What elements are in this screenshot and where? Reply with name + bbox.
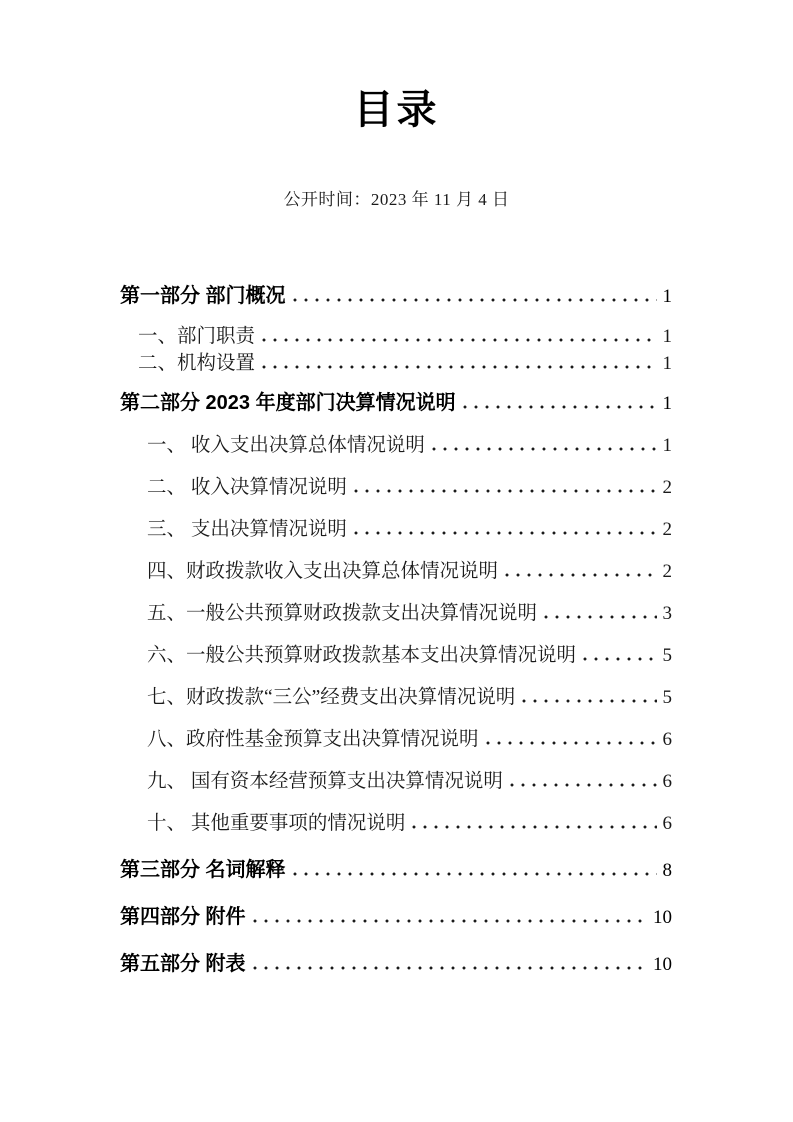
toc-entry-part1[interactable] (120, 283, 672, 310)
dot-leader (293, 298, 657, 302)
dot-leader (262, 338, 656, 342)
toc-entry-label: 第五部分 附表 (120, 953, 246, 975)
toc-entry-page: 10 (653, 907, 672, 928)
toc-entry-label: 七、财政拨款“三公”经费支出决算情况说明 (147, 687, 516, 708)
toc-entry-page: 5 (662, 687, 672, 708)
toc-entry-page: 2 (662, 561, 672, 582)
toc-entry-page: 6 (662, 729, 672, 750)
dot-leader (510, 783, 657, 787)
dot-leader (544, 615, 656, 619)
toc-entry-page: 1 (662, 435, 672, 456)
toc-entry-page: 1 (662, 353, 672, 374)
toc-entry[interactable] (120, 810, 672, 837)
toc-entry[interactable] (120, 726, 672, 753)
toc-entry-part4[interactable] (120, 904, 672, 931)
toc-entry-page: 1 (662, 286, 672, 307)
toc-entry[interactable] (120, 350, 672, 377)
toc-entry-label: 二、 收入决算情况说明 (147, 477, 347, 498)
toc-entry[interactable] (120, 684, 672, 711)
dot-leader (463, 405, 657, 409)
toc-entry[interactable] (120, 323, 672, 350)
toc-entry-label: 二、机构设置 (138, 353, 256, 374)
toc-entry-label: 四、财政拨款收入支出决算总体情况说明 (147, 561, 499, 582)
toc-entry-label: 六、一般公共预算财政拨款基本支出决算情况说明 (147, 645, 577, 666)
toc-entry[interactable] (120, 642, 672, 669)
toc-entry-page: 5 (662, 645, 672, 666)
toc-entry-page: 8 (662, 860, 672, 881)
toc-entry-page: 2 (662, 477, 672, 498)
toc-entry-label: 三、 支出决算情况说明 (147, 519, 347, 540)
toc-entry[interactable] (120, 600, 672, 627)
toc-entry-page: 10 (653, 954, 672, 975)
toc-entry-part3[interactable] (120, 857, 672, 884)
page-title: 目录 (353, 88, 440, 132)
dot-leader (354, 489, 657, 493)
publish-date: 公开时间：2023 年 11 月 4 日 (283, 190, 510, 209)
dot-leader (505, 573, 656, 577)
dot-leader (262, 365, 656, 369)
toc-entry-page: 6 (662, 813, 672, 834)
toc-entry-label: 第四部分 附件 (120, 906, 246, 928)
toc-entry-label: 第二部分 2023 年度部门决算情况说明 (120, 392, 456, 414)
toc-entry-page: 6 (662, 771, 672, 792)
dot-leader (412, 825, 656, 829)
toc-entry-page: 1 (662, 326, 672, 347)
toc-entry[interactable] (120, 768, 672, 795)
toc-entry[interactable] (120, 474, 672, 501)
dot-leader (486, 741, 657, 745)
dot-leader (293, 872, 657, 876)
toc-entry-part2[interactable] (120, 390, 672, 417)
toc-entry[interactable] (120, 432, 672, 459)
dot-leader (522, 699, 656, 703)
dot-leader (583, 657, 656, 661)
toc-entry-label: 八、政府性基金预算支出决算情况说明 (147, 729, 479, 750)
toc-entry-label: 一、部门职责 (138, 326, 256, 347)
toc-entry-label: 第一部分 部门概况 (120, 285, 286, 307)
toc-entry-page: 2 (662, 519, 672, 540)
toc-entry-page: 1 (662, 393, 672, 414)
toc-entry-label: 一、 收入支出决算总体情况说明 (147, 435, 425, 456)
toc-entry-page: 3 (662, 603, 672, 624)
table-of-contents (120, 283, 672, 978)
toc-entry-part5[interactable] (120, 951, 672, 978)
toc-entry-label: 九、 国有资本经营预算支出决算情况说明 (147, 771, 503, 792)
dot-leader (432, 447, 657, 451)
toc-entry-label: 五、一般公共预算财政拨款支出决算情况说明 (147, 603, 538, 624)
dot-leader (253, 919, 647, 923)
dot-leader (354, 531, 657, 535)
toc-entry-label: 第三部分 名词解释 (120, 859, 286, 881)
toc-entry[interactable] (120, 516, 672, 543)
toc-entry-label: 十、 其他重要事项的情况说明 (147, 813, 406, 834)
dot-leader (253, 966, 647, 970)
toc-entry[interactable] (120, 558, 672, 585)
